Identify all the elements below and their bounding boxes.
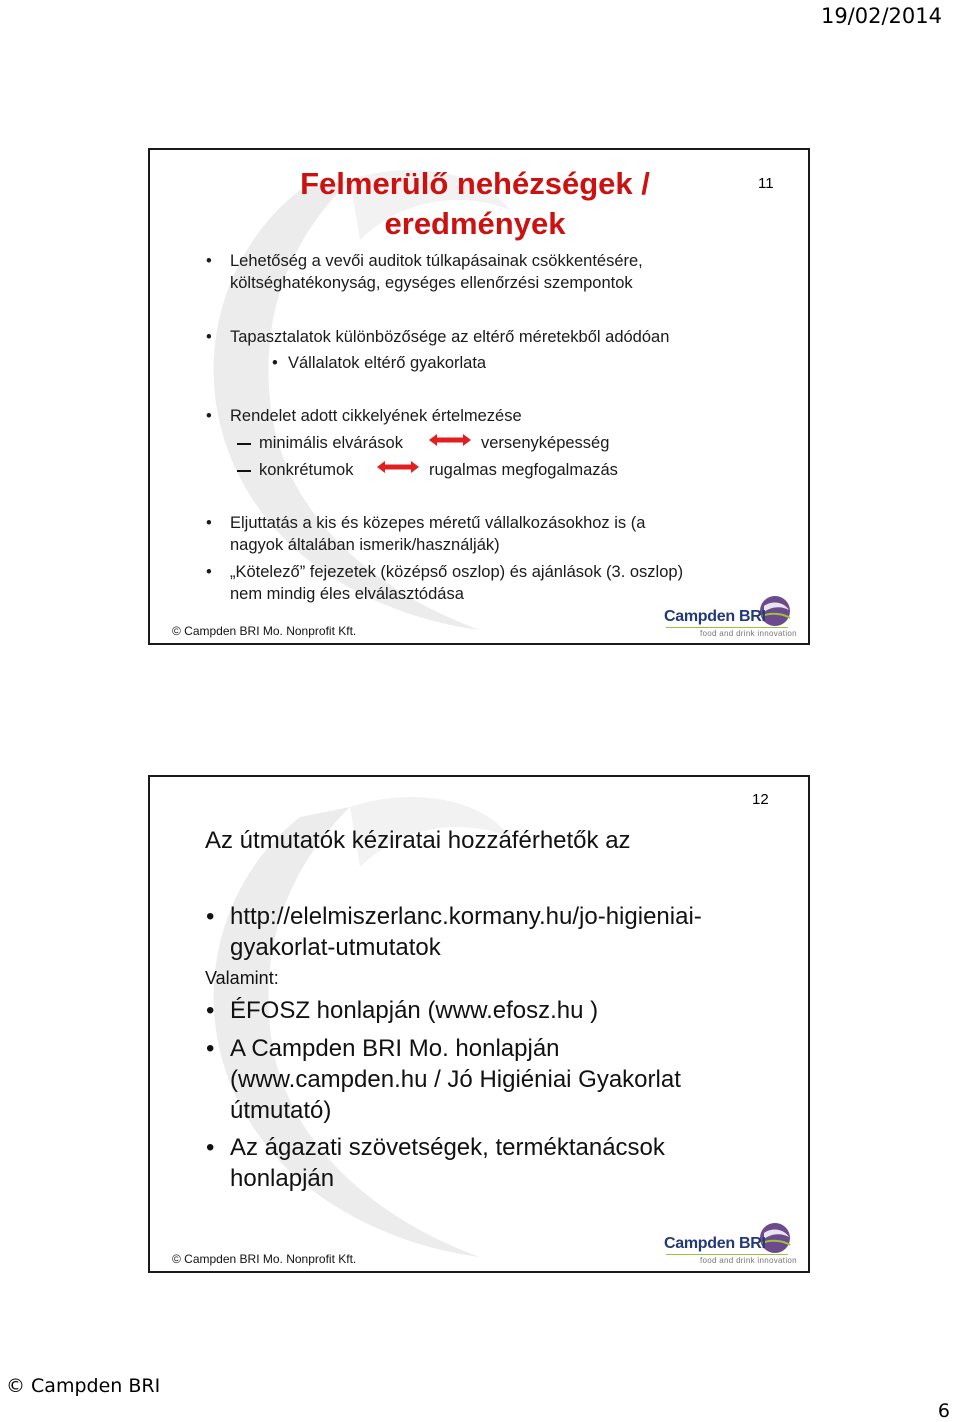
list-item: • Rendelet adott cikkelyének értelmezése bbox=[230, 405, 522, 427]
list-item: • Eljuttatás a kis és közepes méretű vállalkozásokhoz is (a bbox=[230, 512, 645, 534]
list-item-continued: gyakorlat-utmutatok bbox=[230, 934, 441, 961]
slide-footer: © Campden BRI Mo. Nonprofit Kft. bbox=[172, 624, 357, 638]
double-arrow-icon bbox=[427, 432, 473, 448]
list-item-continued: honlapján bbox=[230, 1165, 335, 1192]
slide-footer: © Campden BRI Mo. Nonprofit Kft. bbox=[172, 1252, 357, 1266]
slide-number: 12 bbox=[752, 791, 769, 808]
comparison-term: rugalmas megfogalmazás bbox=[429, 461, 618, 479]
list-item: • „Kötelező” fejezetek (középső oszlop) és ajánlások (3. oszlop) bbox=[230, 561, 683, 583]
list-item: • Tapasztalatok különbözősége az eltérő méretekből adódóan bbox=[230, 326, 669, 348]
campden-bri-logo: Campden BRI food and drink innovation bbox=[664, 594, 799, 638]
slide-12 bbox=[148, 775, 810, 1273]
list-item: • http://elelmiszerlanc.kormany.hu/jo-higieniai- bbox=[230, 901, 702, 932]
list-item-continued: (www.campden.hu / Jó Higiéniai Gyakorlat bbox=[230, 1066, 681, 1093]
list-item: • Az ágazati szövetségek, terméktanácsok bbox=[230, 1132, 665, 1163]
slide-title: Felmerülő nehézségek / eredmények bbox=[300, 166, 650, 241]
valamint-label: Valamint: bbox=[205, 968, 279, 988]
double-arrow-icon bbox=[375, 459, 421, 475]
page-date: 19/02/2014 bbox=[820, 4, 942, 28]
list-item: • Lehetőség a vevői auditok túlkapásainak csökkentésére, bbox=[230, 250, 643, 272]
list-item-continued: nagyok általában ismerik/használják) bbox=[230, 536, 500, 554]
list-item: • ÉFOSZ honlapján (www.efosz.hu ) bbox=[230, 995, 598, 1026]
dash-item: minimális elvárások bbox=[259, 434, 403, 452]
list-item: • A Campden BRI Mo. honlapján bbox=[230, 1033, 560, 1064]
comparison-term: versenyképesség bbox=[481, 434, 610, 452]
list-item-continued: útmutató) bbox=[230, 1097, 332, 1124]
page-number: 6 bbox=[937, 1400, 950, 1422]
slide-heading: Az útmutatók kéziratai hozzáférhetők az bbox=[205, 827, 631, 854]
campden-bri-logo: Campden BRI food and drink innovation bbox=[664, 1221, 799, 1265]
list-item-continued: költséghatékonyság, egységes ellenőrzési szempontok bbox=[230, 274, 633, 292]
dash-item: konkrétumok bbox=[259, 461, 354, 479]
slide-11 bbox=[148, 148, 810, 645]
list-item-continued: nem mindig éles elválasztódása bbox=[230, 585, 464, 603]
sub-list-item: • Vállalatok eltérő gyakorlata bbox=[288, 352, 486, 374]
slide-number: 11 bbox=[758, 175, 774, 192]
page-footer-copyright: © Campden BRI bbox=[6, 1375, 161, 1397]
